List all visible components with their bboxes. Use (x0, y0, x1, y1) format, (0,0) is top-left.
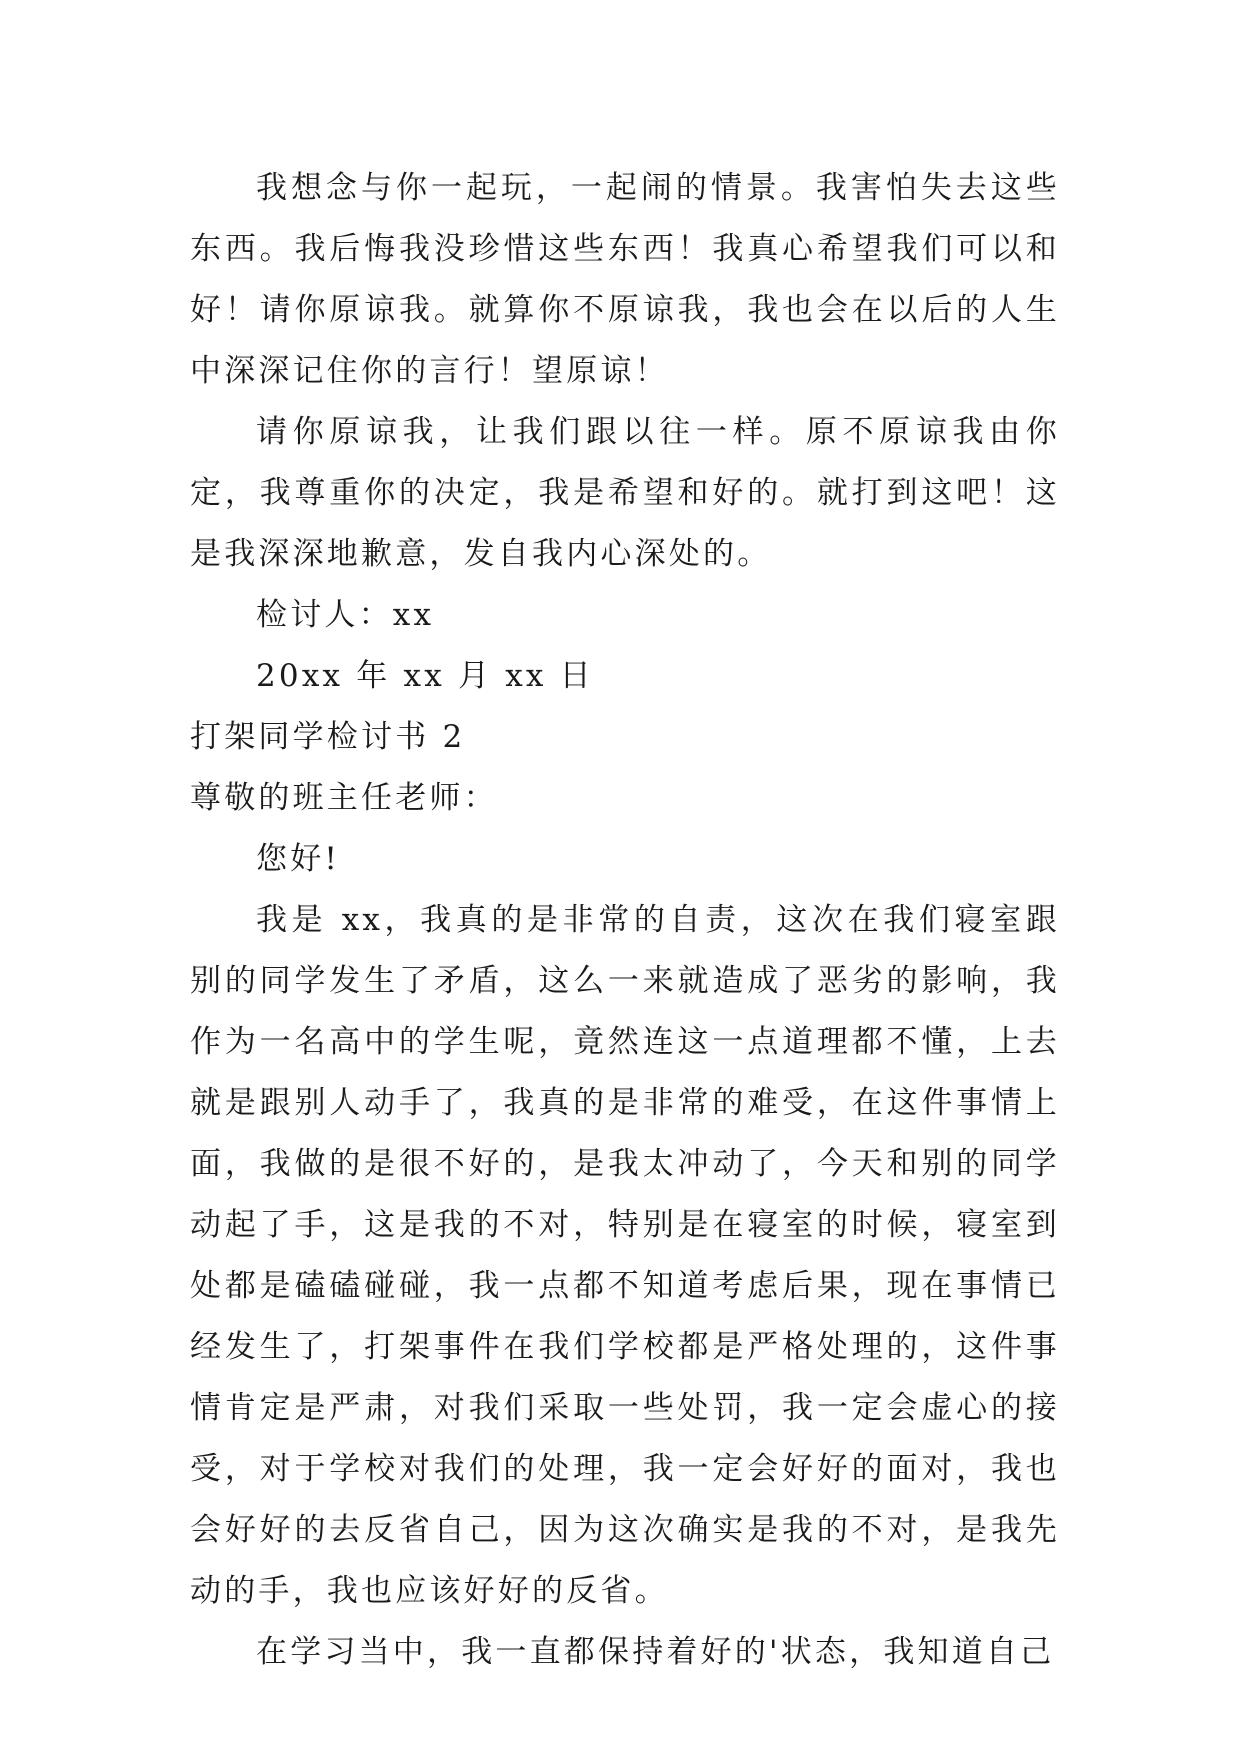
paragraph-4: 在学习当中，我一直都保持着好的'状态，我知道自己 (256, 1634, 1055, 1670)
greeting: 您好! (256, 841, 341, 877)
paragraph-1: 我想念与你一起玩，一起闹的情景。我害怕失去这些东西。我后悔我没珍惜这些东西！我真心希望我们可以和好！请你原谅我。就算你不原谅我，我也会在以后的人生中深深记住你的言行！望原谅！ (190, 170, 1060, 389)
document-body (190, 158, 1060, 1683)
date-line: 20xx 年 xx 月 xx 日 (256, 658, 594, 694)
paragraph-3: 我是 xx，我真的是非常的自责，这次在我们寝室跟别的同学发生了矛盾，这么一来就造成了恶劣的影响，我作为一名高中的学生呢，竟然连这一点道理都不懂，上去就是跟别人动手了，我真的是非常的难受，在这件事情上面，我做的是很不好的，是我太冲动了，今天和别的同学动起了手，这是我的不对，特别是在寝室的时候，寝室到处都是磕磕碰碰，我一点都不知道考虑后果，现在事情已经发生了，打架事件在我们学校都是严格处理的，这件事情肯定是严肃，对我们采取一些处罚，我一定会虚心的接受，对于学校对我们的处理，我一定会好好的面对，我也会好好的去反省自己，因为这次确实是我的不对，是我先动的手，我也应该好好的反省。 (190, 902, 1060, 1609)
section-title: 打架同学检讨书 2 (190, 719, 466, 755)
paragraph-2: 请你原谅我，让我们跟以往一样。原不原谅我由你定，我尊重你的决定，我是希望和好的。就打到这吧！这是我深深地歉意，发自我内心深处的。 (190, 414, 1060, 572)
salutation: 尊敬的班主任老师： (190, 780, 498, 816)
signature-line: 检讨人：xx (256, 597, 435, 633)
